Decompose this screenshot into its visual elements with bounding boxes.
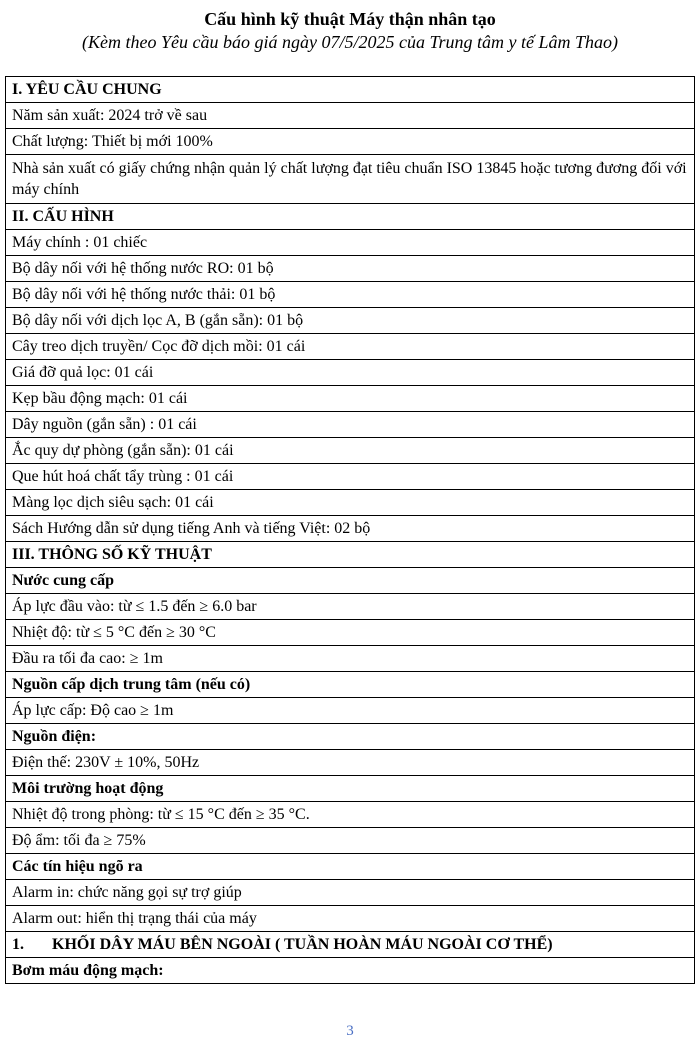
subsection-heading: Bơm máu động mạch: bbox=[6, 958, 695, 984]
spec-item: Cây treo dịch truyền/ Cọc đỡ dịch mồi: 01 cái bbox=[6, 334, 695, 360]
spec-item: Ắc quy dự phòng (gắn sẵn): 01 cái bbox=[6, 438, 695, 464]
subsection-heading: Môi trường hoạt động bbox=[6, 776, 695, 802]
spec-item: Độ ẩm: tối đa ≥ 75% bbox=[6, 828, 695, 854]
table-row bbox=[6, 724, 695, 750]
table-row bbox=[6, 568, 695, 594]
spec-item: Nhiệt độ: từ ≤ 5 °C đến ≥ 30 °C bbox=[6, 620, 695, 646]
section-heading: III. THÔNG SỐ KỸ THUẬT bbox=[6, 542, 695, 568]
document-title: Cấu hình kỹ thuật Máy thận nhân tạo bbox=[204, 9, 496, 29]
spec-item: Áp lực cấp: Độ cao ≥ 1m bbox=[6, 698, 695, 724]
numbered-heading bbox=[6, 932, 695, 958]
spec-table-body bbox=[6, 77, 695, 984]
table-row bbox=[6, 103, 695, 129]
table-row bbox=[6, 334, 695, 360]
table-row bbox=[6, 932, 695, 958]
spec-item: Dây nguồn (gắn sẵn) : 01 cái bbox=[6, 412, 695, 438]
spec-item: Bộ dây nối với hệ thống nước thải: 01 bộ bbox=[6, 282, 695, 308]
table-row bbox=[6, 620, 695, 646]
spec-item: Sách Hướng dẫn sử dụng tiếng Anh và tiếng Việt: 02 bộ bbox=[6, 516, 695, 542]
table-row bbox=[6, 386, 695, 412]
table-row bbox=[6, 542, 695, 568]
table-row bbox=[6, 854, 695, 880]
table-row bbox=[6, 155, 695, 204]
subsection-heading: Các tín hiệu ngõ ra bbox=[6, 854, 695, 880]
table-row bbox=[6, 438, 695, 464]
table-row bbox=[6, 594, 695, 620]
table-row bbox=[6, 256, 695, 282]
table-row bbox=[6, 230, 695, 256]
subsection-heading: Nước cung cấp bbox=[6, 568, 695, 594]
subsection-heading: Nguồn điện: bbox=[6, 724, 695, 750]
table-row bbox=[6, 776, 695, 802]
table-row bbox=[6, 77, 695, 103]
table-row bbox=[6, 464, 695, 490]
table-row bbox=[6, 828, 695, 854]
spec-item: Điện thế: 230V ± 10%, 50Hz bbox=[6, 750, 695, 776]
table-row bbox=[6, 360, 695, 386]
spec-item: Giá đỡ quả lọc: 01 cái bbox=[6, 360, 695, 386]
spec-item: Alarm out: hiển thị trạng thái của máy bbox=[6, 906, 695, 932]
table-row bbox=[6, 802, 695, 828]
spec-item: Nhiệt độ trong phòng: từ ≤ 15 °C đến ≥ 35 °C. bbox=[6, 802, 695, 828]
document-subtitle: (Kèm theo Yêu cầu báo giá ngày 07/5/2025 của Trung tâm y tế Lâm Thao) bbox=[82, 32, 618, 52]
table-row bbox=[6, 308, 695, 334]
spec-item: Alarm in: chức năng gọi sự trợ giúp bbox=[6, 880, 695, 906]
spec-item: Nhà sản xuất có giấy chứng nhận quản lý chất lượng đạt tiêu chuẩn ISO 13845 hoặc tương đương đối với máy chính bbox=[6, 155, 695, 204]
table-row bbox=[6, 204, 695, 230]
section-heading: II. CẤU HÌNH bbox=[6, 204, 695, 230]
spec-item: Đầu ra tối đa cao: ≥ 1m bbox=[6, 646, 695, 672]
table-row bbox=[6, 672, 695, 698]
spec-item: Áp lực đầu vào: từ ≤ 1.5 đến ≥ 6.0 bar bbox=[6, 594, 695, 620]
heading-text: KHỐI DÂY MÁU BÊN NGOÀI ( TUẦN HOÀN MÁU NGOÀI CƠ THỂ) bbox=[52, 935, 553, 953]
spec-item: Chất lượng: Thiết bị mới 100% bbox=[6, 129, 695, 155]
spec-item: Màng lọc dịch siêu sạch: 01 cái bbox=[6, 490, 695, 516]
table-row bbox=[6, 906, 695, 932]
spec-table bbox=[5, 76, 695, 984]
table-row bbox=[6, 129, 695, 155]
table-row bbox=[6, 646, 695, 672]
spec-item: Bộ dây nối với hệ thống nước RO: 01 bộ bbox=[6, 256, 695, 282]
table-row bbox=[6, 750, 695, 776]
subsection-heading: Nguồn cấp dịch trung tâm (nếu có) bbox=[6, 672, 695, 698]
spec-item: Kẹp bầu động mạch: 01 cái bbox=[6, 386, 695, 412]
page-number: 3 bbox=[346, 1023, 354, 1039]
table-row bbox=[6, 958, 695, 984]
section-heading: I. YÊU CẦU CHUNG bbox=[6, 77, 695, 103]
heading-number: 1. bbox=[12, 935, 24, 953]
table-row bbox=[6, 698, 695, 724]
table-row bbox=[6, 516, 695, 542]
table-row bbox=[6, 880, 695, 906]
spec-item: Que hút hoá chất tẩy trùng : 01 cái bbox=[6, 464, 695, 490]
spec-item: Năm sản xuất: 2024 trở về sau bbox=[6, 103, 695, 129]
table-row bbox=[6, 490, 695, 516]
spec-item: Bộ dây nối với dịch lọc A, B (gắn sẵn): 01 bộ bbox=[6, 308, 695, 334]
spec-item: Máy chính : 01 chiếc bbox=[6, 230, 695, 256]
table-row bbox=[6, 282, 695, 308]
table-row bbox=[6, 412, 695, 438]
